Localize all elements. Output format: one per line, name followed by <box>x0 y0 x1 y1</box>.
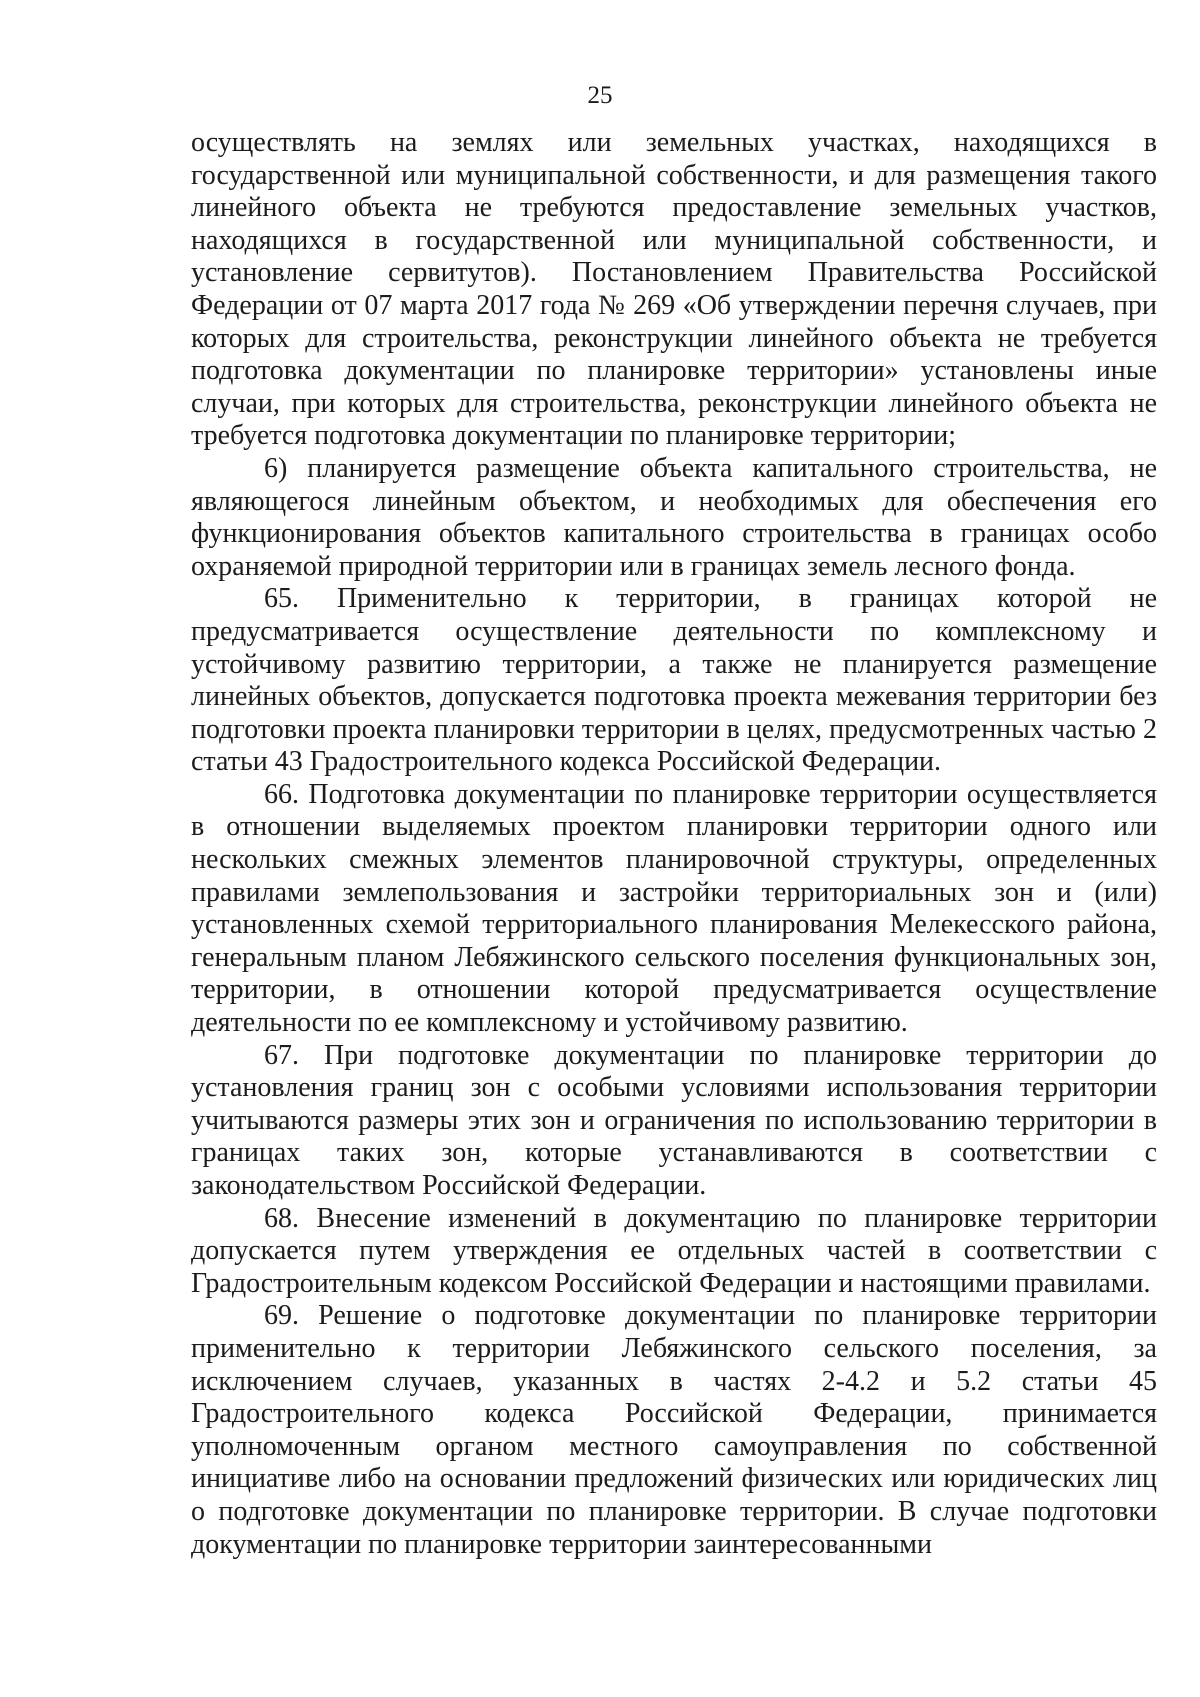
paragraph-continuation: осуществлять на землях или земельных участках, находящихся в государственной или муниципальной собственности, и для размещения такого линейного объекта не требуются предоставление земельных участков, находящихся в государственной или муниципальной собственности, и установление сервитутов). Постановлением Правительства Российской Федерации от 07 марта 2017 года № 269 «Об утверждении перечня случаев, при которых для строительства, реконструкции линейного объекта не требуется подготовка документации по планировке территории» установлены иные случаи, при которых для строительства, реконструкции линейного объекта не требуется подготовка документации по планировке территории; <box>191 127 1157 452</box>
page-number: 25 <box>587 82 613 109</box>
paragraph-68: 68. Внесение изменений в документацию по планировке территории допускается путем утверждения ее отдельных частей в соответствии с Градостроительным кодексом Российской Федерации и настоящими правилами. <box>191 1202 1157 1299</box>
paragraph-item-6: 6) планируется размещение объекта капитального строительства, не являющегося линейным объектом, и необходимых для обеспечения его функционирования объектов капитального строительства в границах особо охраняемой природной территории или в границах земель лесного фонда. <box>191 452 1157 582</box>
paragraph-65: 65. Применительно к территории, в границах которой не предусматривается осуществление деятельности по комплексному и устойчивому развитию территории, а также не планируется размещение линейных объектов, допускается подготовка проекта межевания территории без подготовки проекта планировки территории в целях, предусмотренных частью 2 статьи 43 Градостроительного кодекса Российской Федерации. <box>191 583 1157 778</box>
document-body <box>191 127 1157 1561</box>
paragraph-67: 67. При подготовке документации по планировке территории до установления границ зон с особыми условиями использования территории учитываются размеры этих зон и ограничения по использованию территории в границах таких зон, которые устанавливаются в соответствии с законодательством Российской Федерации. <box>191 1039 1157 1201</box>
paragraph-69: 69. Решение о подготовке документации по планировке территории применительно к территории Лебяжинского сельского поселения, за исключением случаев, указанных в частях 2-4.2 и 5.2 статьи 45 Градостроительного кодекса Российской Федерации, принимается уполномоченным органом местного самоуправления по собственной инициативе либо на основании предложений физических или юридических лиц о подготовке документации по планировке территории. В случае подготовки документации по планировке территории заинтересованными <box>191 1300 1157 1560</box>
paragraph-66: 66. Подготовка документации по планировке территории осуществляется в отношении выделяемых проектом планировки территории одного или нескольких смежных элементов планировочной структуры, определенных правилами землепользования и застройки территориальных зон и (или) установленных схемой территориального планирования Мелекесского района, генеральным планом Лебяжинского сельского поселения функциональных зон, территории, в отношении которой предусматривается осуществление деятельности по ее комплексному и устойчивому развитию. <box>191 778 1157 1039</box>
